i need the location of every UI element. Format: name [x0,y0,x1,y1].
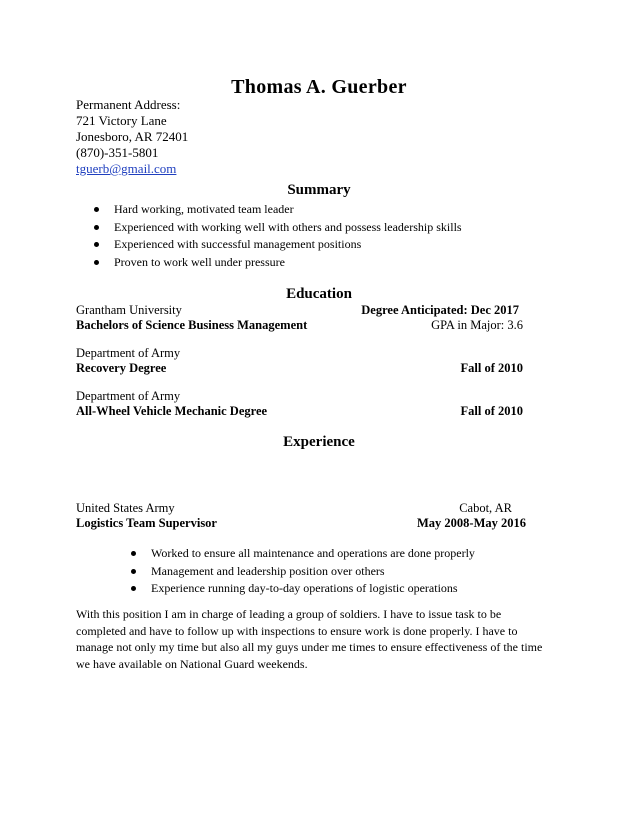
resume-name: Thomas A. Guerber [231,76,407,98]
employer-location: Cabot, AR [459,501,512,515]
education-date: Fall of 2010 [460,404,523,418]
job-dates: May 2008-May 2016 [416,516,526,530]
education-row [76,346,523,361]
experience-row [76,516,526,531]
education-row [76,318,523,333]
education-heading: Education [286,286,352,302]
paragraph-line: we have available on National Guard weekends. [76,656,308,671]
degree-title: Recovery Degree [76,361,167,375]
address-label: Permanent Address: [76,97,181,112]
paragraph-line: manage not only my time but also all my guys under me times to ensure effectiveness of the time [76,640,543,654]
paragraph-line: completed and have to follow up with inspections to ensure work is done properly. I have to [76,623,518,638]
summary-item: Experienced with working well with others and possess leadership skills [94,219,462,237]
experience-item: Management and leadership position over others [131,563,475,581]
summary-item: Experienced with successful management positions [94,236,462,254]
education-row [76,303,523,318]
gpa-text: GPA in Major: 3.6 [431,318,523,332]
summary-item: Proven to work well under pressure [94,254,462,272]
degree-title: Bachelors of Science Business Management [76,318,308,332]
education-date: Fall of 2010 [460,361,523,375]
education-row [76,389,523,404]
experience-list [131,545,475,598]
experience-item: Worked to ensure all maintenance and operations are done properly [131,545,475,563]
employer-name: United States Army [76,501,175,515]
education-org: Department of Army [76,346,181,360]
education-org: Department of Army [76,389,181,403]
education-row [76,361,523,376]
email-link[interactable]: tguerb@gmail.com [76,161,177,176]
paragraph-line: With this position I am in charge of leading a group of soldiers. I have to issue task to be [76,607,502,621]
education-row [76,404,523,419]
phone-number: (870)-351-5801 [76,145,159,160]
summary-heading: Summary [287,182,351,198]
summary-item: Hard working, motivated team leader [94,201,462,219]
education-date: Degree Anticipated: Dec 2017 [361,303,519,317]
contact-block [76,97,188,177]
experience-heading: Experience [283,434,355,450]
education-org: Grantham University [76,303,182,317]
experience-description [76,606,566,672]
address-city: Jonesboro, AR 72401 [76,129,189,144]
degree-title: All-Wheel Vehicle Mechanic Degree [76,404,268,418]
job-title: Logistics Team Supervisor [76,516,217,530]
address-street: 721 Victory Lane [76,113,167,128]
experience-row [76,501,512,516]
experience-item: Experience running day-to-day operations of logistic operations [131,580,475,598]
summary-list [94,201,462,271]
